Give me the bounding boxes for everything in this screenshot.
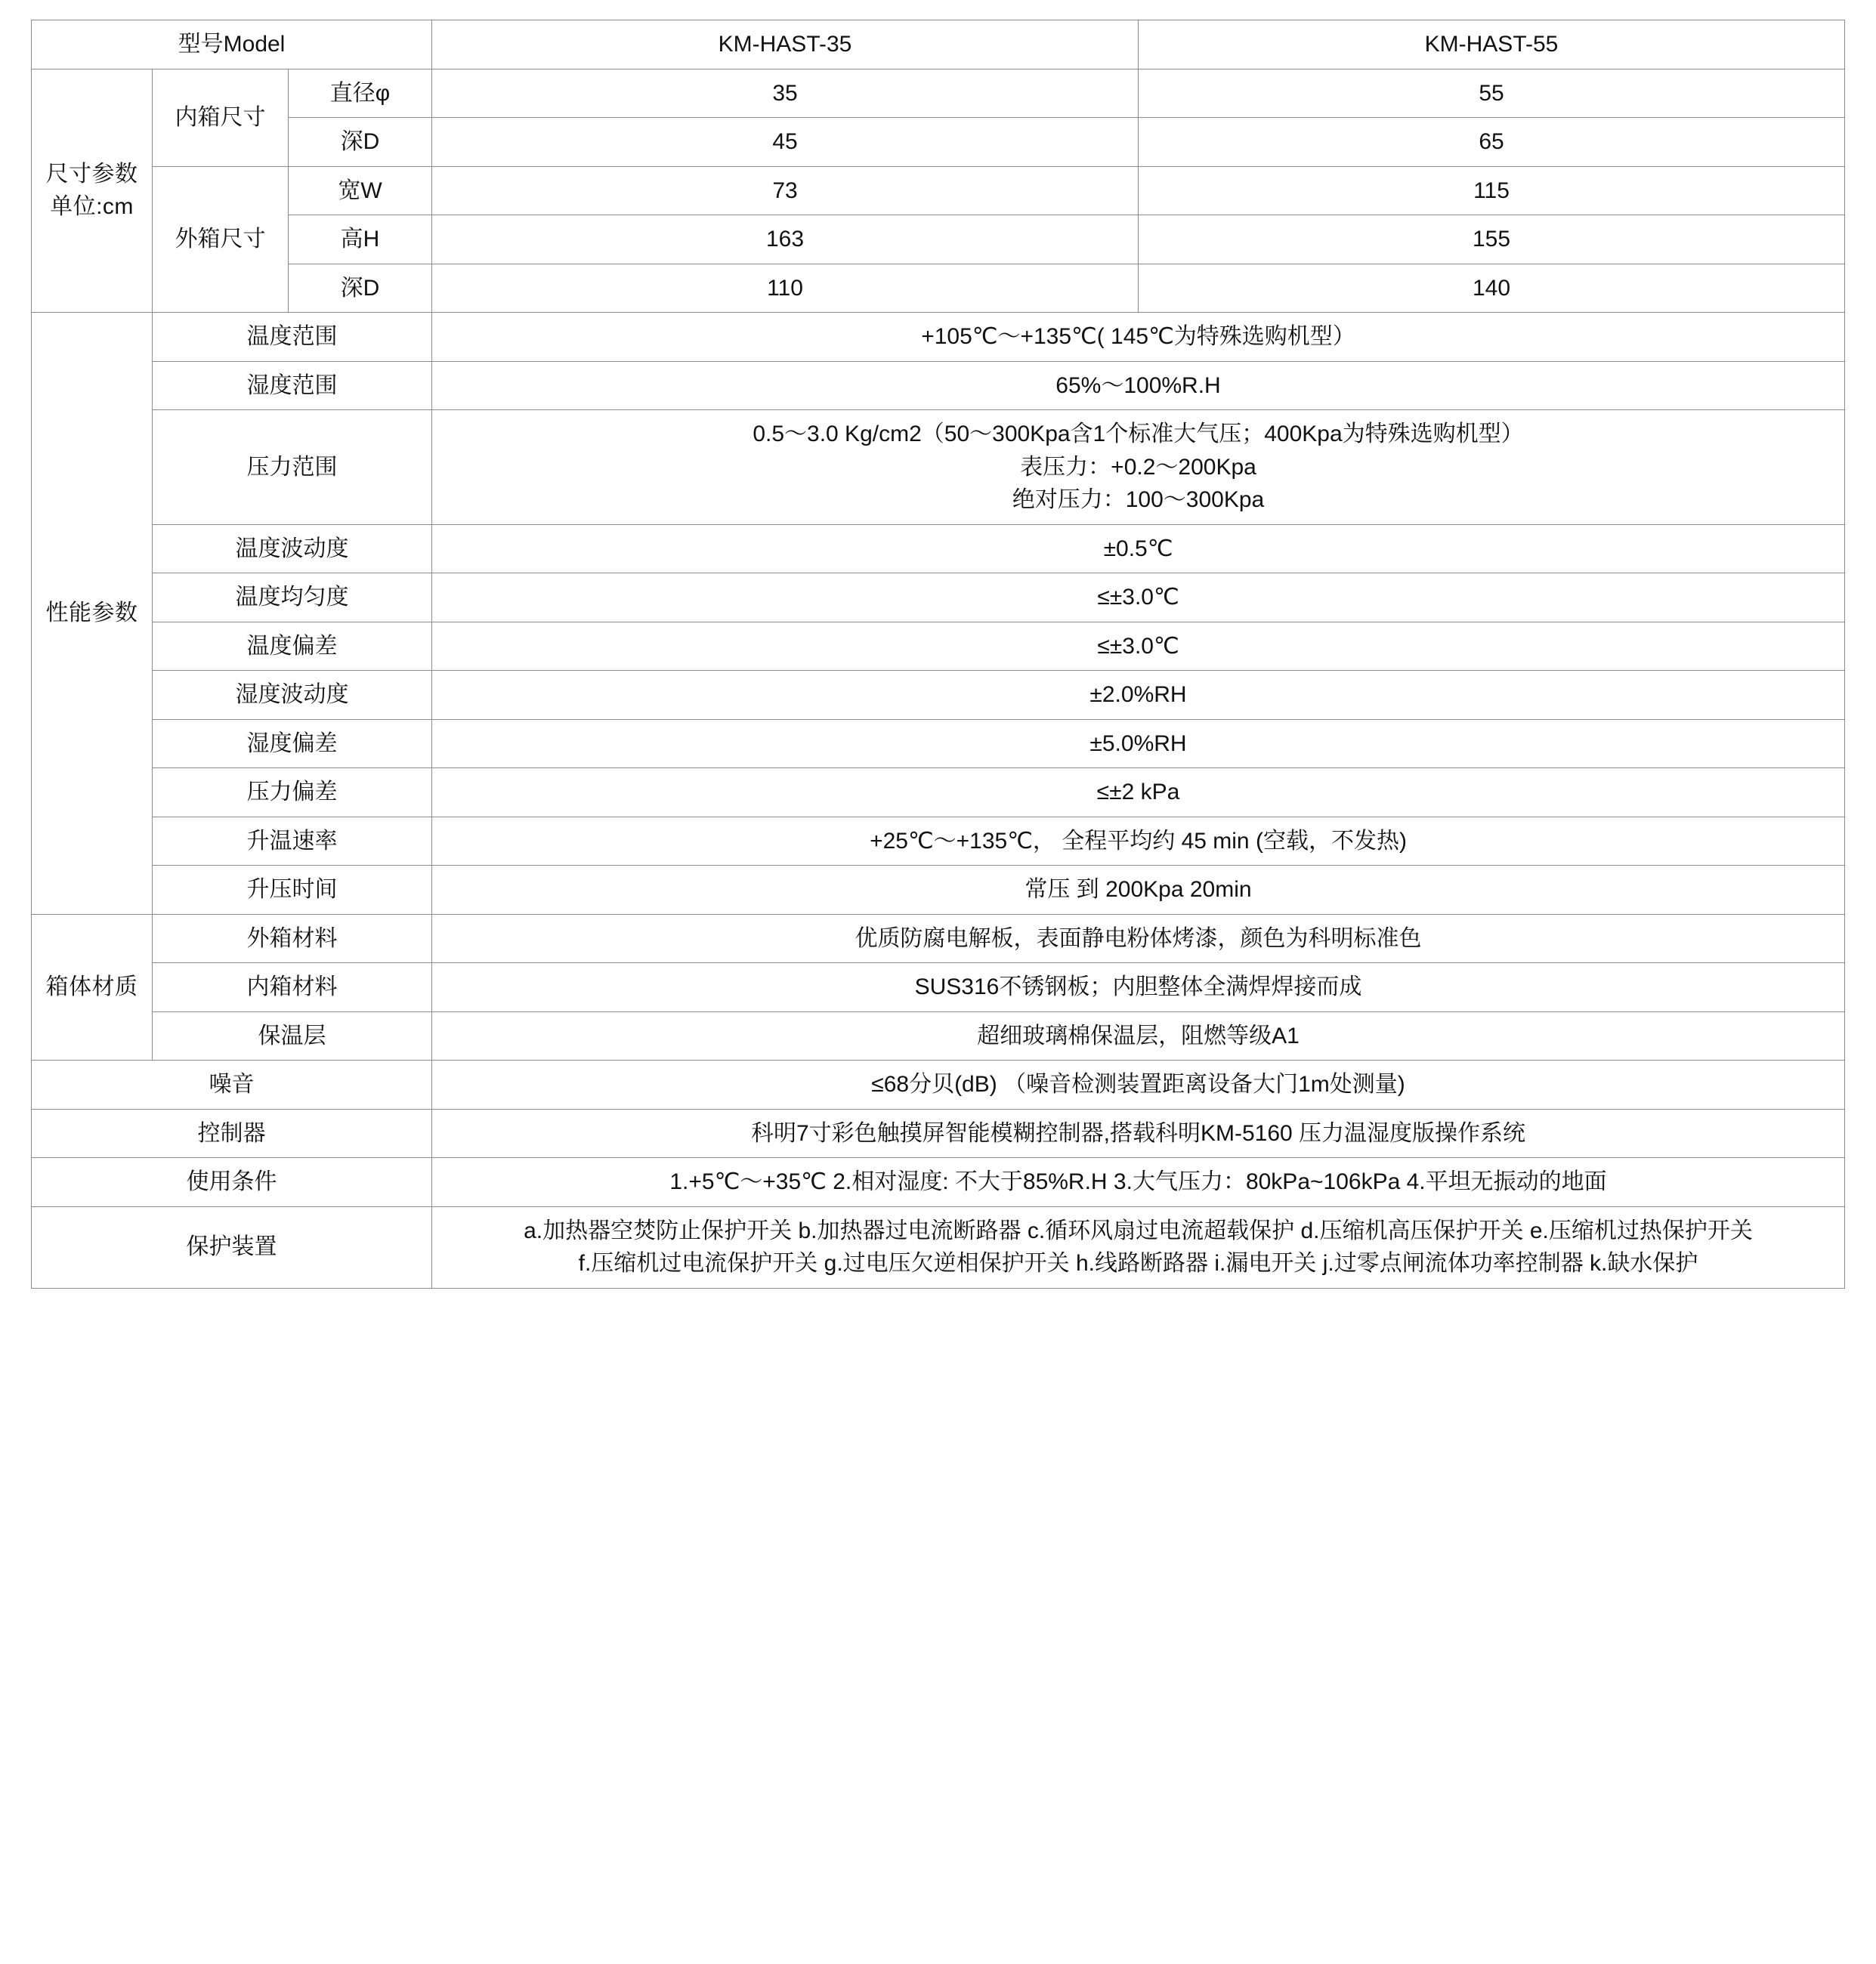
row-label-pressurization-time: 升压时间 xyxy=(153,866,432,915)
row-label-noise: 噪音 xyxy=(32,1061,432,1110)
value-insulation-layer: 超细玻璃棉保温层，阻燃等级A1 xyxy=(432,1011,1845,1061)
row-label-humidity-fluctuation: 湿度波动度 xyxy=(153,671,432,720)
value-pressurization-time: 常压 到 200Kpa 20min xyxy=(432,866,1845,915)
value-width-model2: 115 xyxy=(1139,166,1845,215)
value-operating-conditions: 1.+5℃～+35℃ 2.相对湿度: 不大于85%R.H 3.大气压力：80kPa~106kPa 4.平坦无振动的地面 xyxy=(432,1158,1845,1207)
row-label-insulation-layer: 保温层 xyxy=(153,1011,432,1061)
table-row xyxy=(32,963,1845,1012)
group-label-cabinet-material: 箱体材质 xyxy=(32,914,153,1061)
row-label-heating-rate: 升温速率 xyxy=(153,817,432,866)
row-label-humidity-deviation: 湿度偏差 xyxy=(153,719,432,768)
row-label-temperature-fluctuation: 温度波动度 xyxy=(153,524,432,573)
table-row xyxy=(32,1011,1845,1061)
row-label-temperature-uniformity: 温度均匀度 xyxy=(153,573,432,622)
value-diameter-model1: 35 xyxy=(432,69,1139,118)
value-temperature-uniformity: ≤±3.0℃ xyxy=(432,573,1845,622)
row-label-outer-depth: 深D xyxy=(289,264,432,313)
row-label-temperature-deviation: 温度偏差 xyxy=(153,622,432,671)
table-row xyxy=(32,622,1845,671)
group-label-dimension-line2: 单位:cm xyxy=(50,194,134,220)
table-row xyxy=(32,524,1845,573)
row-label-humidity-range: 湿度范围 xyxy=(153,361,432,410)
value-temperature-deviation: ≤±3.0℃ xyxy=(432,622,1845,671)
value-outer-depth-model1: 110 xyxy=(432,264,1139,313)
table-row xyxy=(32,1061,1845,1110)
table-row xyxy=(32,866,1845,915)
row-label-controller: 控制器 xyxy=(32,1109,432,1158)
value-temperature-fluctuation: ±0.5℃ xyxy=(432,524,1845,573)
row-label-inner-depth: 深D xyxy=(289,118,432,167)
pressure-range-line-3: 绝对压力：100～300Kpa xyxy=(1012,487,1265,512)
value-inner-material: SUS316不锈钢板；内胆整体全满焊焊接而成 xyxy=(432,963,1845,1012)
row-label-protection-devices: 保护装置 xyxy=(32,1206,432,1288)
row-label-diameter: 直径φ xyxy=(289,69,432,118)
table-row xyxy=(32,1158,1845,1207)
pressure-range-line-2: 表压力：+0.2～200Kpa xyxy=(1020,454,1256,480)
value-height-model1: 163 xyxy=(432,215,1139,264)
protection-line-1: a.加热器空焚防止保护开关 b.加热器过电流断路器 c.循环风扇过电流超载保护 d.压缩机高压保护开关 e.压缩机过热保护开关 xyxy=(524,1218,1753,1243)
subgroup-outer-box: 外箱尺寸 xyxy=(153,166,289,313)
value-protection-devices xyxy=(432,1206,1845,1288)
table-row xyxy=(32,118,1845,167)
value-heating-rate: +25℃～+135℃， 全程平均约 45 min (空载，不发热) xyxy=(432,817,1845,866)
group-label-dimension xyxy=(32,69,153,313)
table-row xyxy=(32,264,1845,313)
table-row xyxy=(32,69,1845,118)
row-label-height: 高H xyxy=(289,215,432,264)
table-row xyxy=(32,361,1845,410)
row-label-inner-material: 内箱材料 xyxy=(153,963,432,1012)
table-header-row xyxy=(32,20,1845,69)
value-inner-depth-model1: 45 xyxy=(432,118,1139,167)
table-row xyxy=(32,719,1845,768)
subgroup-inner-box: 内箱尺寸 xyxy=(153,69,289,166)
table-row xyxy=(32,914,1845,963)
table-row xyxy=(32,573,1845,622)
value-noise: ≤68分贝(dB) （噪音检测装置距离设备大门1m处测量) xyxy=(432,1061,1845,1110)
table-row xyxy=(32,215,1845,264)
table-row xyxy=(32,671,1845,720)
pressure-range-line-1: 0.5～3.0 Kg/cm2（50～300Kpa含1个标准大气压；400Kpa为特殊选购机型） xyxy=(753,422,1524,446)
specification-table xyxy=(31,20,1845,1289)
row-label-pressure-deviation: 压力偏差 xyxy=(153,768,432,817)
value-outer-depth-model2: 140 xyxy=(1139,264,1845,313)
row-label-operating-conditions: 使用条件 xyxy=(32,1158,432,1207)
table-row xyxy=(32,166,1845,215)
value-controller: 科明7寸彩色触摸屏智能模糊控制器,搭载科明KM-5160 压力温湿度版操作系统 xyxy=(432,1109,1845,1158)
value-height-model2: 155 xyxy=(1139,215,1845,264)
table-row xyxy=(32,1109,1845,1158)
value-width-model1: 73 xyxy=(432,166,1139,215)
value-pressure-deviation: ≤±2 kPa xyxy=(432,768,1845,817)
value-pressure-range xyxy=(432,410,1845,525)
value-temperature-range: +105℃～+135℃( 145℃为特殊选购机型） xyxy=(432,313,1845,362)
value-humidity-range: 65%～100%R.H xyxy=(432,361,1845,410)
table-row xyxy=(32,313,1845,362)
table-row xyxy=(32,410,1845,525)
row-label-outer-material: 外箱材料 xyxy=(153,914,432,963)
table-row xyxy=(32,817,1845,866)
table-row xyxy=(32,1206,1845,1288)
group-label-performance: 性能参数 xyxy=(32,313,153,915)
row-label-pressure-range: 压力范围 xyxy=(153,410,432,525)
model-label-cell: 型号Model xyxy=(32,20,432,69)
value-inner-depth-model2: 65 xyxy=(1139,118,1845,167)
value-outer-material: 优质防腐电解板，表面静电粉体烤漆，颜色为科明标准色 xyxy=(432,914,1845,963)
value-diameter-model2: 55 xyxy=(1139,69,1845,118)
value-humidity-fluctuation: ±2.0%RH xyxy=(432,671,1845,720)
table-row xyxy=(32,768,1845,817)
value-humidity-deviation: ±5.0%RH xyxy=(432,719,1845,768)
model-2-cell: KM-HAST-55 xyxy=(1139,20,1845,69)
row-label-temperature-range: 温度范围 xyxy=(153,313,432,362)
model-1-cell: KM-HAST-35 xyxy=(432,20,1139,69)
group-label-dimension-line1: 尺寸参数 xyxy=(45,161,138,187)
protection-line-2: f.压缩机过电流保护开关 g.过电压欠逆相保护开关 h.线路断路器 i.漏电开关 j.过零点闸流体功率控制器 k.缺水保护 xyxy=(578,1251,1698,1276)
row-label-width: 宽W xyxy=(289,166,432,215)
